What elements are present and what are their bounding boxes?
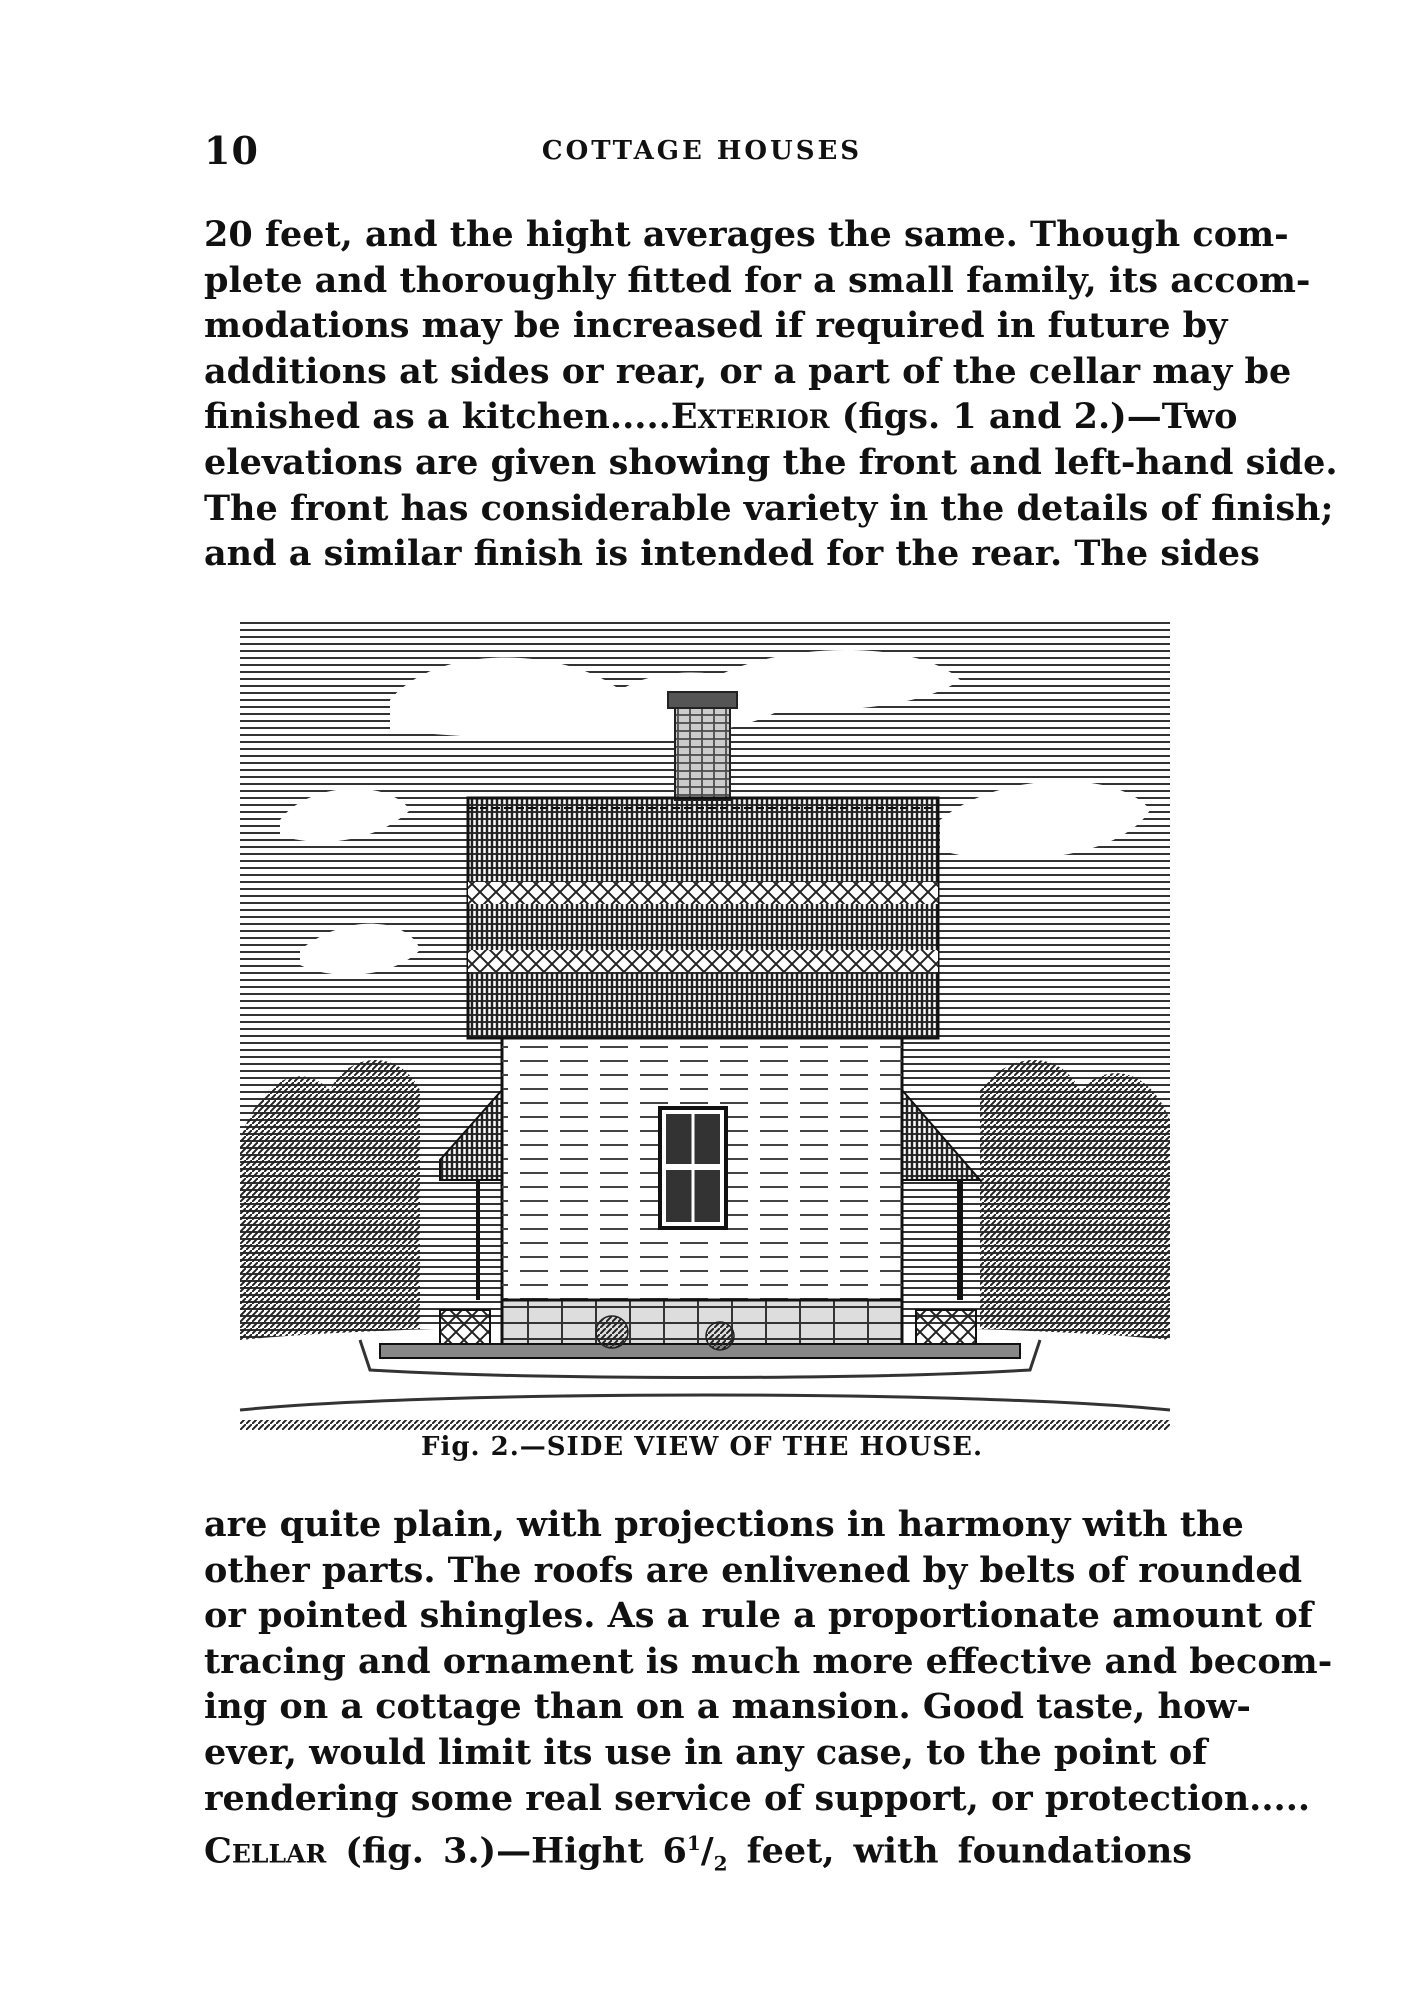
house-side-view-engraving: [240, 620, 1170, 1430]
text-line-cellar: Cellar (fig. 3.)—Hight $6^1/_2$ feet, with foundations: [204, 1830, 1193, 1876]
fraction-denominator: 2: [713, 1851, 728, 1876]
cellar-heading: Cellar: [204, 1830, 327, 1872]
text-fragment: feet, with foundations: [746, 1830, 1193, 1872]
text-fragment: (fig. 3.)—Hight 6: [345, 1830, 687, 1872]
figure-caption: Fig. 2.—SIDE VIEW OF THE HOUSE.: [421, 1432, 983, 1462]
text-line: The front has considerable variety in the details of finish;: [204, 487, 1334, 529]
text-line: ever, would limit its use in any case, to the point of: [204, 1731, 1208, 1773]
text-line: rendering some real service of support, or protection.....: [204, 1777, 1311, 1819]
body-text-bottom: [204, 1502, 1333, 1887]
text-line: ing on a cottage than on a mansion. Good taste, how-: [204, 1686, 1251, 1728]
text-fragment: (figs. 1 and 2.)—Two: [841, 396, 1238, 438]
text-fragment: finished as a kitchen.....: [204, 396, 671, 438]
text-line: elevations are given showing the front and left-hand side.: [204, 441, 1338, 483]
text-line: other parts. The roofs are enlivened by belts of rounded: [204, 1549, 1303, 1591]
text-line: or pointed shingles. As a rule a proportionate amount of: [204, 1595, 1313, 1637]
page-number: 10: [204, 128, 259, 173]
body-text-top: [204, 212, 1338, 577]
text-line: tracing and ornament is much more effective and becom-: [204, 1640, 1333, 1682]
text-line: and a similar finish is intended for the rear. The sides: [204, 533, 1260, 575]
text-line-exterior: [204, 394, 1238, 440]
text-line: 20 feet, and the hight averages the same. Though com-: [204, 214, 1289, 255]
text-line: plete and thoroughly fitted for a small family, its accom-: [204, 259, 1311, 301]
text-line: are quite plain, with projections in harmony with the: [204, 1504, 1244, 1545]
text-line: modations may be increased if required in future by: [204, 305, 1228, 347]
text-line: additions at sides or rear, or a part of the cellar may be: [204, 350, 1292, 392]
fraction-numerator: 1: [686, 1831, 701, 1856]
exterior-heading: Exterior: [670, 396, 830, 438]
engraving-illustration: [240, 620, 1170, 1430]
running-head: COTTAGE HOUSES: [541, 136, 863, 166]
